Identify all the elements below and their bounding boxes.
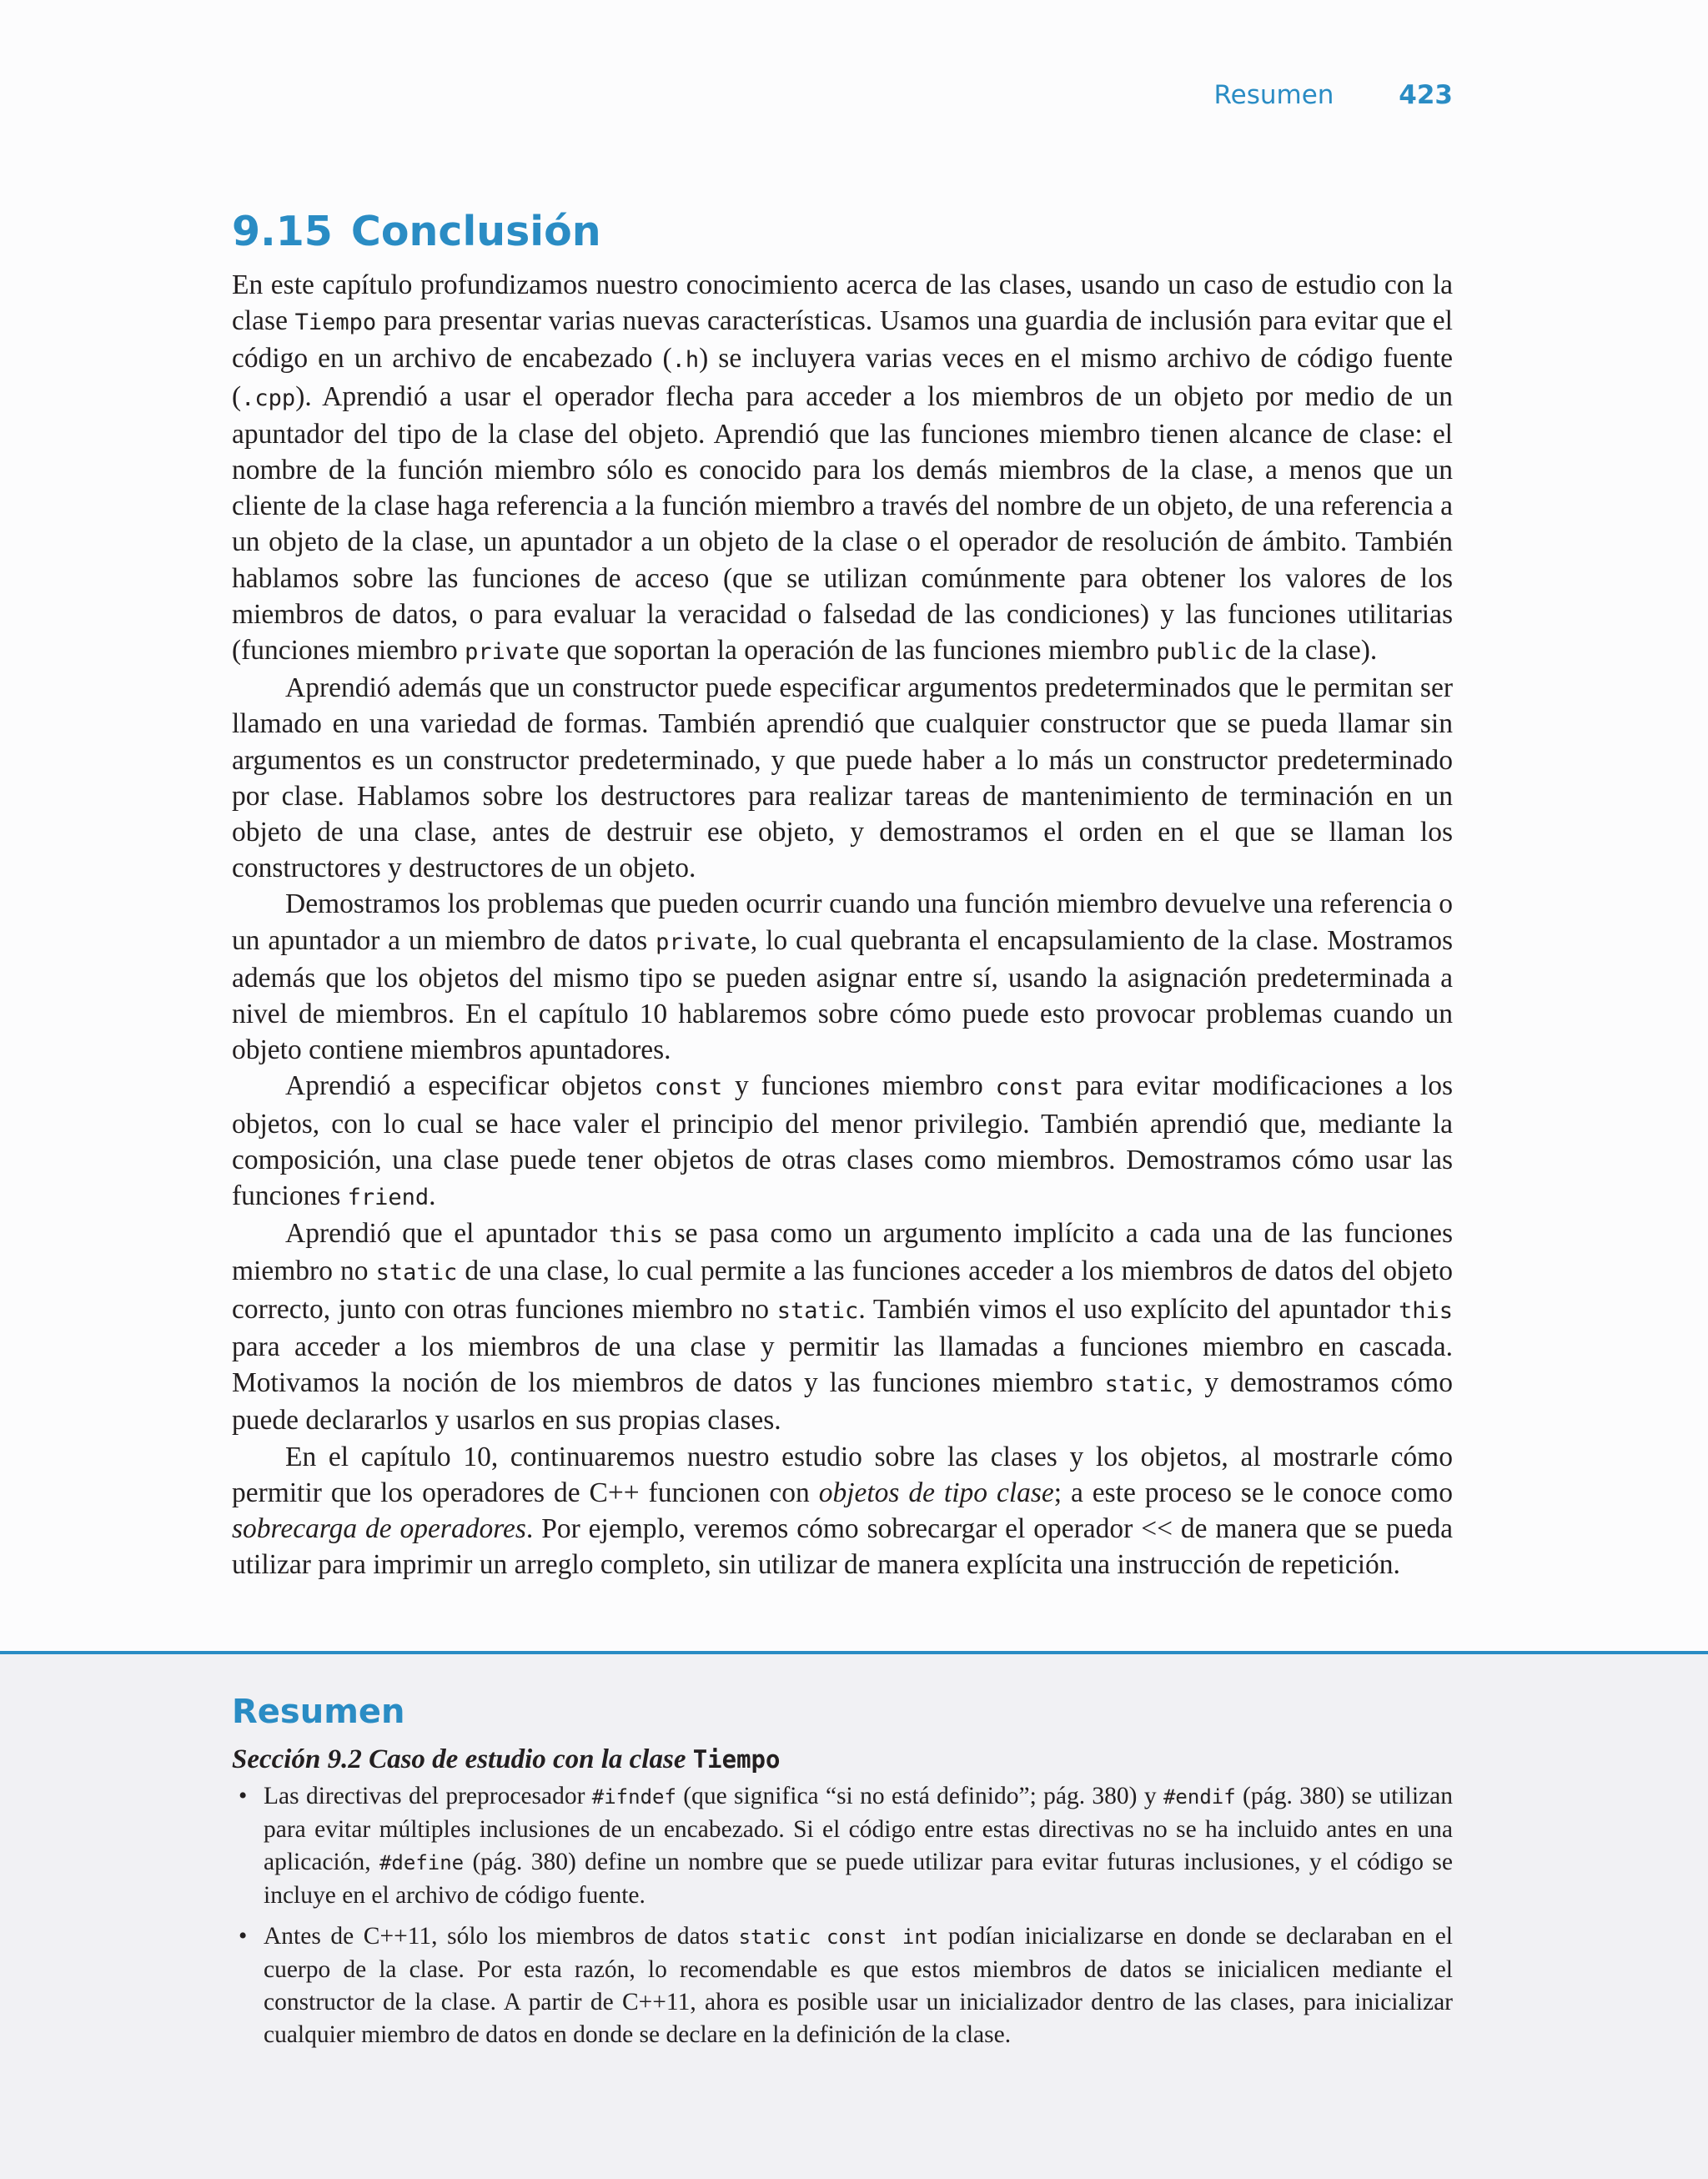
paragraph: Aprendió a especificar objetos const y funciones miembro const para evitar modificaciones a los objetos, con lo cual se hace valer el principio del menor privilegio. También aprendió que, mediante la composición, una clase puede tener objetos de otras clases como miembros. Demostramos cómo usar las funciones friend. [232,1070,1454,1212]
paragraph: En el capítulo 10, continuaremos nuestro estudio sobre las clases y los objetos, al mostrarle cómo permitir que los operadores de C++ funcionen con objetos de tipo clase; a este proceso se le conoce como sobrecarga de operadores. Por ejemplo, veremos cómo sobrecargar el operador << de manera que se pueda utilizar para imprimir un arreglo completo, sin utilizar de manera explícita una instrucción de repetición. [232,1441,1453,1581]
inline-code: static [375,1260,458,1286]
paragraph: En este capítulo profundizamos nuestro conocimiento acerca de las clases, usando un caso de estudio con la clase Tiempo para presentar varias nuevas características. Usamos una guardia de inclusión para evitar que el código en un archivo de encabezado (.h) se incluyera varias veces en el mismo archivo de código fuente (.cpp). Aprendió a usar el operador flecha para acceder a los miembros de un objeto por medio de un apuntador del tipo de la clase del objeto. Aprendió que las funciones miembro tienen alcance de clase: el nombre de la función miembro sólo es conocido para los demás miembros de la clase, a menos que un cliente de la clase haga referencia a la función miembro a través del nombre de un objeto, de una referencia a un objeto de la clase, un apuntador a un objeto de la clase o el operador de resolución de ámbito. También hablamos sobre las funciones de acceso (que se utilizan comúnmente para obtener los valores de los miembros de datos, o para evaluar la veracidad o falsedad de las condiciones) y las funciones utilitarias (funciones miembro private que soportan la operación de las funciones miembro public de la clase). [232,269,1453,667]
inline-code: .h [671,347,700,374]
inline-code: #ifndef [591,1785,676,1809]
running-head-title: Resumen [1213,80,1334,110]
page-number: 423 [1399,80,1453,110]
summary-heading: Resumen [232,1693,405,1731]
paragraph: Aprendió que el apuntador this se pasa como un argumento implícito a cada una de las funciones miembro no static de una clase, lo cual permite a las funciones acceder a los miembros de datos del objeto correcto, junto con otras funciones miembro no static. También vimos el uso explícito del apuntador this para acceder a los miembros de una clase y permitir las llamadas a funciones miembro en cascada. Motivamos la noción de los miembros de datos y las funciones miembro static, y demostramos cómo puede declararlos y usarlos en sus propias clases. [232,1218,1454,1437]
summary-bullet [232,1920,1453,2051]
inline-code: static const int [738,1925,939,1949]
inline-code: static [776,1297,859,1324]
bullet-icon: • [239,1783,248,1809]
summary-bullet [232,1780,1453,1912]
inline-code: this [608,1222,663,1249]
inline-code: const [654,1074,723,1101]
summary-section [232,1687,1453,2060]
section-heading [232,203,1453,261]
inline-code: #endif [1163,1785,1236,1809]
bullet-text: Las directivas del preprocesador #ifndef (que significa “si no está definido”; pág. 380) y #endif (pág. 380) se utilizan para evitar múltiples inclusiones de un encabezado. Si el código entre estas directivas no se ha incluido antes en una aplicación, #define (pág. 380) define un nombre que se puede utilizar para evitar futuras inclusiones, y el código se incluye en el archivo de código fuente. [264,1783,1453,1909]
bullet-icon: • [239,1923,248,1950]
subheading-code: Tiempo [692,1745,781,1774]
inline-code: private [656,928,751,955]
inline-code: static [1104,1371,1187,1398]
inline-code: friend [347,1185,430,1211]
inline-code: #define [379,1851,465,1875]
emphasis: sobrecarga de operadores [232,1512,526,1544]
running-head [1213,80,1453,110]
main-content [232,203,1453,1583]
inline-code: public [1156,639,1238,666]
section-title: Conclusión [350,208,601,255]
subheading-label: Sección 9.2 Caso de estudio con la clase [232,1744,693,1774]
inline-code: private [465,639,560,666]
summary-subheading [232,1742,1453,1777]
paragraph: Demostramos los problemas que pueden ocurrir cuando una función miembro devuelve una referencia o un apuntador a un miembro de datos private, lo cual quebranta el encapsulamiento de la clase. Mostramos además que los objetos del mismo tipo se pueden asignar entre sí, usando la asignación predeterminada a nivel de miembros. En el capítulo 10 hablaremos sobre cómo puede esto provocar problemas cuando un objeto contiene miembros apuntadores. [232,888,1453,1066]
inline-code: this [1398,1297,1453,1324]
bullet-text: Antes de C++11, sólo los miembros de datos static const int podían inicializarse en donde se declaraban en el cuerpo de la clase. Por esta razón, lo recomendable es que estos miembros de datos se inicialicen mediante el constructor de la clase. A partir de C++11, ahora es posible usar un inicializador dentro de las clases, para inicializar cualquier miembro de datos en donde se declare en la definición de la clase. [264,1923,1453,2048]
section-body [232,267,1453,1583]
inline-code: .cpp [241,385,296,411]
emphasis: objetos de tipo clase [818,1477,1054,1508]
summary-bullet-list [232,1780,1453,2051]
inline-code: const [995,1074,1063,1101]
section-number: 9.15 [232,208,333,255]
inline-code: Tiempo [294,309,377,336]
paragraph: Aprendió además que un constructor puede especificar argumentos predeterminados que le permitan ser llamado en una variedad de formas. También aprendió que cualquier constructor que se pueda llamar sin argumentos es un constructor predeterminado, y que puede haber a lo más un constructor predeterminado por clase. Hablamos sobre los destructores para realizar tareas de mantenimiento de terminación en un objeto de una clase, antes de destruir ese objeto, y demostramos el orden en el que se llaman los constructores y destructores de un objeto. [232,672,1453,884]
